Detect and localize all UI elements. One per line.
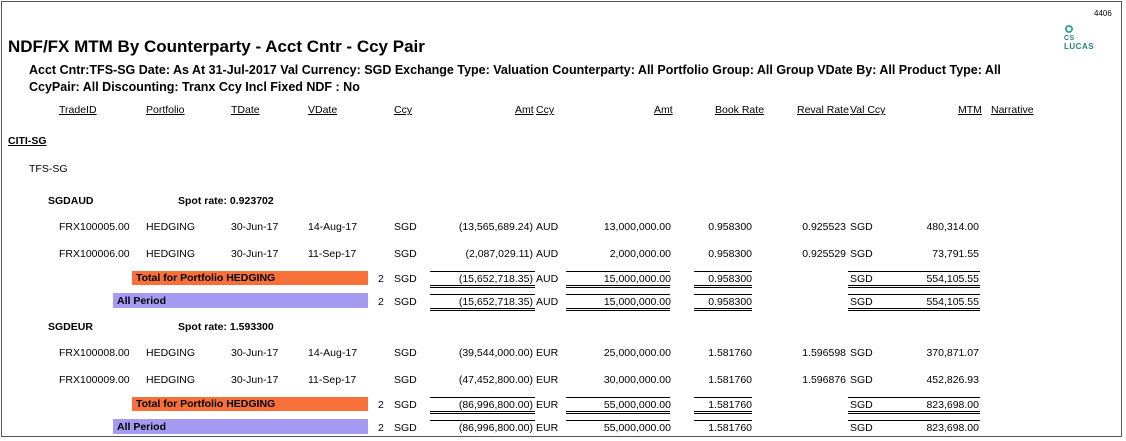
- cell-vdate: 14-Aug-17: [308, 347, 358, 359]
- cell-amt-ccy: (47,452,800.00): [458, 374, 533, 386]
- cell-mtm: 480,314.00: [926, 221, 979, 233]
- total-amt-ccy: (86,996,800.00): [458, 422, 533, 434]
- col-header-val-ccy: Val Ccy: [850, 104, 886, 116]
- portfolio-total-label: Total for Portfolio HEDGING: [136, 272, 276, 284]
- col-header-mtm: MTM: [958, 104, 982, 116]
- cell-val-ccy: SGD: [850, 347, 873, 359]
- total-double-rule: [694, 411, 752, 414]
- total-double-rule: [848, 411, 980, 414]
- total-val-ccy: SGD: [850, 296, 873, 308]
- cell-amt-ccy: (39,544,000.00): [458, 347, 533, 359]
- page-number: 4406: [1094, 9, 1112, 18]
- params-line-1: Acct Cntr:TFS-SG Date: As At 31-Jul-2017 Val Currency: SGD Exchange Type: Valuation Counterparty: All Portfolio Group: All Group VDate By: All Product Type: All: [29, 63, 1001, 77]
- col-header-amt-ccy-ccy: Ccy: [536, 104, 555, 116]
- total-amt: 55,000,000.00: [603, 399, 671, 411]
- cell-reval-rate: 1.596598: [802, 347, 846, 359]
- cell-book-rate: 0.958300: [708, 248, 752, 260]
- params-line-2: CcyPair: All Discounting: Tranx Ccy Incl Fixed NDF : No: [29, 80, 360, 94]
- total-double-rule: [566, 285, 670, 288]
- cell-reval-rate: 0.925523: [802, 221, 846, 233]
- total-ccy: SGD: [394, 296, 417, 308]
- cell-reval-rate: 1.596876: [802, 374, 846, 386]
- total-rule: [430, 294, 535, 295]
- cell-book-rate: 1.581760: [708, 374, 752, 386]
- cell-trade-id: FRX100006.00: [59, 248, 130, 260]
- total-mtm: 554,105.55: [926, 273, 979, 285]
- counterparty-heading: CITI-SG: [8, 135, 47, 147]
- cell-portfolio: HEDGING: [146, 347, 196, 359]
- cell-portfolio: HEDGING: [146, 248, 196, 260]
- total-rule: [694, 420, 752, 421]
- total-count: 2: [378, 273, 384, 285]
- total-rule: [430, 420, 535, 421]
- col-header-amt-ccy-amt: Amt: [515, 104, 534, 116]
- total-rule: [430, 397, 535, 398]
- total-rule: [848, 397, 980, 398]
- spot-rate-label: Spot rate: 1.593300: [178, 321, 274, 333]
- cell-ccy2: AUD: [536, 221, 559, 233]
- cell-book-rate: 1.581760: [708, 347, 752, 359]
- total-double-rule: [430, 411, 535, 414]
- cell-trade-id: FRX100008.00: [59, 347, 130, 359]
- cell-ccy2: EUR: [536, 347, 559, 359]
- total-amt-ccy: (15,652,718.35): [458, 273, 533, 285]
- col-header-vdate: VDate: [308, 104, 338, 116]
- total-double-rule: [694, 308, 752, 311]
- cell-ccy: SGD: [394, 374, 417, 386]
- cell-tdate: 30-Jun-17: [231, 347, 279, 359]
- cell-vdate: 11-Sep-17: [308, 248, 357, 260]
- portfolio-total-label: Total for Portfolio HEDGING: [136, 398, 276, 410]
- total-book-rate: 0.958300: [708, 296, 752, 308]
- total-amt: 55,000,000.00: [603, 422, 671, 434]
- total-rule: [848, 271, 980, 272]
- col-header-tradeid: TradeID: [59, 104, 97, 116]
- total-book-rate: 1.581760: [708, 399, 752, 411]
- ccy-pair-heading: SGDAUD: [48, 195, 94, 207]
- total-double-rule: [694, 285, 752, 288]
- report-parameters: [29, 62, 1001, 96]
- cell-amt-ccy: (2,087,029.11): [465, 248, 533, 260]
- total-ccy2: AUD: [536, 273, 559, 285]
- total-rule: [848, 294, 980, 295]
- total-double-rule: [848, 285, 980, 288]
- col-header-reval-rate: Reval Rate: [797, 104, 849, 116]
- cell-trade-id: FRX100009.00: [59, 374, 130, 386]
- spot-rate-label: Spot rate: 0.923702: [178, 195, 274, 207]
- cell-reval-rate: 0.925529: [802, 248, 846, 260]
- total-count: 2: [378, 422, 384, 434]
- total-rule: [566, 271, 670, 272]
- cell-ccy: SGD: [394, 347, 417, 359]
- total-amt-ccy: (15,652,718.35): [458, 296, 533, 308]
- cell-portfolio: HEDGING: [146, 374, 196, 386]
- cell-val-ccy: SGD: [850, 221, 873, 233]
- total-ccy: SGD: [394, 422, 417, 434]
- total-ccy: SGD: [394, 399, 417, 411]
- cell-amt: 25,000,000.00: [603, 347, 671, 359]
- total-ccy2: EUR: [536, 399, 559, 411]
- cell-vdate: 11-Sep-17: [308, 374, 357, 386]
- col-header-book-rate: Book Rate: [715, 104, 765, 116]
- cell-val-ccy: SGD: [850, 374, 873, 386]
- total-val-ccy: SGD: [850, 273, 873, 285]
- cell-portfolio: HEDGING: [146, 221, 196, 233]
- col-header-ccy: Ccy: [394, 104, 413, 116]
- logo-text-line2: LUCAS: [1064, 42, 1095, 51]
- total-double-rule: [430, 308, 535, 311]
- cell-tdate: 30-Jun-17: [231, 221, 279, 233]
- cell-mtm: 73,791.55: [932, 248, 979, 260]
- cell-val-ccy: SGD: [850, 248, 873, 260]
- period-total-label: All Period: [117, 421, 167, 433]
- total-double-rule: [430, 285, 535, 288]
- total-rule: [566, 294, 670, 295]
- cell-book-rate: 0.958300: [708, 221, 752, 233]
- logo-ring-icon: [1065, 25, 1073, 33]
- total-book-rate: 0.958300: [708, 273, 752, 285]
- cell-ccy2: AUD: [536, 248, 559, 260]
- col-header-amt: Amt: [654, 104, 673, 116]
- total-ccy2: EUR: [536, 422, 559, 434]
- total-ccy2: AUD: [536, 296, 559, 308]
- col-header-portfolio: Portfolio: [146, 104, 185, 116]
- total-double-rule: [566, 308, 670, 311]
- total-double-rule: [848, 308, 980, 311]
- col-header-tdate: TDate: [231, 104, 260, 116]
- cell-mtm: 452,826.93: [926, 374, 979, 386]
- cell-vdate: 14-Aug-17: [308, 221, 358, 233]
- cell-amt: 13,000,000.00: [603, 221, 671, 233]
- total-ccy: SGD: [394, 273, 417, 285]
- total-amt: 15,000,000.00: [603, 273, 671, 285]
- total-double-rule: [566, 411, 670, 414]
- total-count: 2: [378, 399, 384, 411]
- total-mtm: 554,105.55: [926, 296, 979, 308]
- acct-cntr-heading: TFS-SG: [29, 163, 68, 175]
- cell-mtm: 370,871.07: [926, 347, 979, 359]
- total-rule: [848, 420, 980, 421]
- cell-amt: 30,000,000.00: [603, 374, 671, 386]
- total-rule: [566, 397, 670, 398]
- cell-trade-id: FRX100005.00: [59, 221, 130, 233]
- total-val-ccy: SGD: [850, 422, 873, 434]
- total-rule: [566, 420, 670, 421]
- total-rule: [430, 271, 535, 272]
- report-title: NDF/FX MTM By Counterparty - Acct Cntr - Ccy Pair: [8, 37, 425, 56]
- company-logo: [1062, 24, 1102, 58]
- total-count: 2: [378, 296, 384, 308]
- cell-tdate: 30-Jun-17: [231, 248, 279, 260]
- total-rule: [694, 271, 752, 272]
- ccy-pair-heading: SGDEUR: [48, 321, 93, 333]
- col-header-narrative: Narrative: [991, 104, 1034, 116]
- total-val-ccy: SGD: [850, 399, 873, 411]
- total-amt: 15,000,000.00: [603, 296, 671, 308]
- total-mtm: 823,698.00: [926, 422, 979, 434]
- total-book-rate: 1.581760: [708, 422, 752, 434]
- cell-ccy: SGD: [394, 248, 417, 260]
- total-mtm: 823,698.00: [926, 399, 979, 411]
- cell-ccy2: EUR: [536, 374, 559, 386]
- period-total-label: All Period: [117, 295, 167, 307]
- logo-text-line1: CS: [1064, 35, 1075, 42]
- total-rule: [694, 397, 752, 398]
- cell-amt: 2,000,000.00: [609, 248, 671, 260]
- total-rule: [694, 294, 752, 295]
- cell-ccy: SGD: [394, 221, 417, 233]
- total-amt-ccy: (86,996,800.00): [458, 399, 533, 411]
- cell-amt-ccy: (13,565,689.24): [458, 221, 533, 233]
- cell-tdate: 30-Jun-17: [231, 374, 279, 386]
